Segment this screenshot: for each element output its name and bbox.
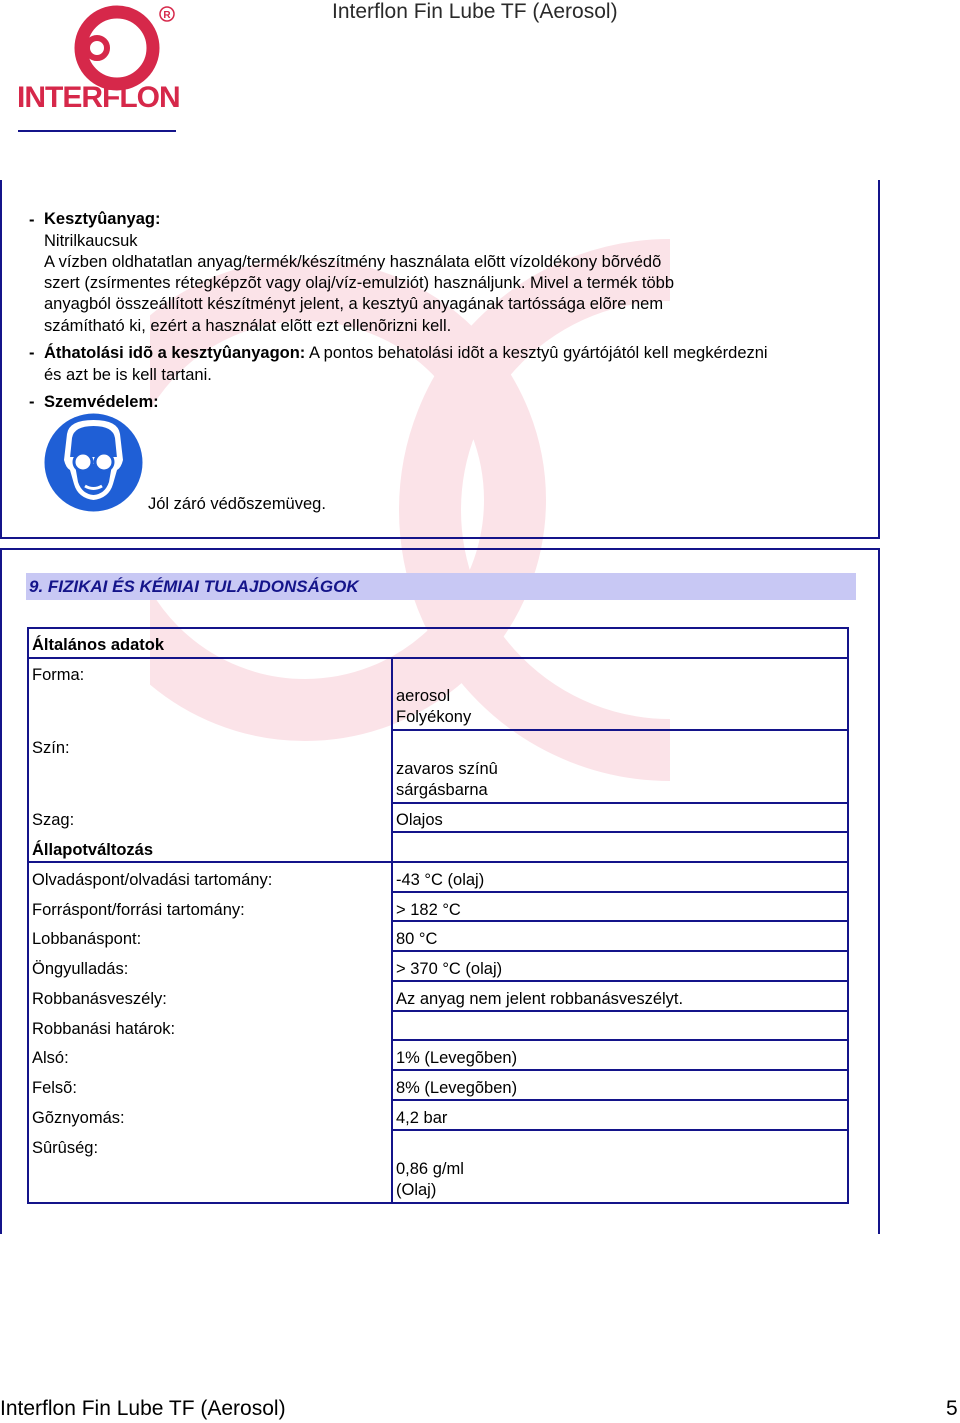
- table-rule: [392, 950, 849, 952]
- color-value: zavaros színû: [396, 760, 498, 778]
- svg-text:R: R: [163, 10, 171, 21]
- table-rule: [392, 891, 849, 893]
- table-rule: [392, 1099, 849, 1101]
- footer-title: Interflon Fin Lube TF (Aerosol): [0, 1397, 286, 1420]
- column-divider: [391, 657, 393, 861]
- property-label: Alsó:: [32, 1049, 69, 1067]
- property-label: Öngyulladás:: [32, 960, 129, 978]
- property-value: Az anyag nem jelent robbanásveszélyt.: [396, 990, 684, 1008]
- bullet-dash: -: [29, 393, 35, 411]
- color-value: sárgásbarna: [396, 781, 488, 799]
- property-value: 80 °C: [396, 930, 438, 948]
- density-label: Sûrûség:: [32, 1139, 99, 1157]
- property-value: > 182 °C: [396, 901, 461, 919]
- property-label: Forráspont/forrási tartomány:: [32, 901, 245, 919]
- glove-text-line: anyagból összeállított készítményt jelent, a kesztyû anyagának tartóssága elõre nem: [44, 295, 664, 313]
- state-change-heading: Állapotváltozás: [32, 841, 154, 859]
- eye-protection-label: Szemvédelem:: [44, 393, 159, 411]
- property-value: 8% (Levegõben): [396, 1079, 518, 1097]
- glove-text-line: Nitrilkaucsuk: [44, 232, 138, 250]
- table-rule: [392, 1129, 849, 1131]
- table-rule: [392, 729, 849, 731]
- breakthrough-text: A pontos behatolási idõt a kesztyû gyártójától kell megkérdezni: [305, 344, 768, 362]
- svg-text:INTERFLON: INTERFLON: [17, 81, 180, 114]
- property-label: Lobbanáspont:: [32, 930, 142, 948]
- color-label: Szín:: [32, 739, 70, 757]
- general-data-heading: Általános adatok: [32, 636, 165, 654]
- density-value: (Olaj): [396, 1181, 437, 1199]
- table-rule: [392, 1039, 849, 1041]
- page-number: 5: [946, 1397, 958, 1420]
- eye-protection-text: Jól záró védõszemüveg.: [148, 495, 326, 513]
- property-value: > 370 °C (olaj): [396, 960, 503, 978]
- property-value: -43 °C (olaj): [396, 871, 485, 889]
- breakthrough-text-2: és azt be is kell tartani.: [44, 366, 212, 384]
- breakthrough-label: Áthatolási idõ a kesztyûanyagon:: [44, 344, 306, 362]
- form-value: aerosol: [396, 687, 451, 705]
- property-label: Gõznyomás:: [32, 1109, 125, 1127]
- table-rule: [392, 980, 849, 982]
- breakthrough-time: [44, 344, 768, 363]
- property-value: 4,2 bar: [396, 1109, 448, 1127]
- section-title: 9. FIZIKAI ÉS KÉMIAI TULAJDONSÁGOK: [29, 577, 359, 596]
- table-rule: [392, 1069, 849, 1071]
- glove-material-label: Kesztyûanyag:: [44, 210, 161, 228]
- table-rule: [392, 802, 849, 804]
- bullet-dash: -: [29, 211, 35, 229]
- property-label: Olvadáspont/olvadási tartomány:: [32, 871, 273, 889]
- property-label: Robbanási határok:: [32, 1020, 176, 1038]
- column-divider: [391, 861, 393, 1204]
- table-rule: [27, 861, 849, 863]
- table-rule: [27, 657, 849, 659]
- property-label: Felsõ:: [32, 1079, 77, 1097]
- form-value: Folyékony: [396, 708, 472, 726]
- safety-goggles-icon: [43, 412, 144, 513]
- table-rule: [392, 1010, 849, 1012]
- bullet-dash: -: [29, 344, 35, 362]
- odor-value: Olajos: [396, 811, 443, 829]
- form-label: Forma:: [32, 666, 85, 684]
- interflon-logo: [15, 2, 195, 137]
- density-value: 0,86 g/ml: [396, 1160, 464, 1178]
- header-title: Interflon Fin Lube TF (Aerosol): [332, 0, 618, 23]
- odor-label: Szag:: [32, 811, 75, 829]
- property-label: Robbanásveszély:: [32, 990, 167, 1008]
- glove-text-line: A vízben oldhatatlan anyag/termék/készítmény használata elõtt vízoldékony bõrvédõ: [44, 253, 662, 271]
- table-rule: [392, 831, 849, 833]
- glove-text-line: számítható ki, ezért a használat elõtt ezt ellenõrizni kell.: [44, 317, 452, 335]
- glove-text-line: szert (zsírmentes rétegképzõt vagy olaj/víz-emulziót) használjunk. Mivel a termék több: [44, 274, 674, 292]
- property-value: 1% (Levegõben): [396, 1049, 518, 1067]
